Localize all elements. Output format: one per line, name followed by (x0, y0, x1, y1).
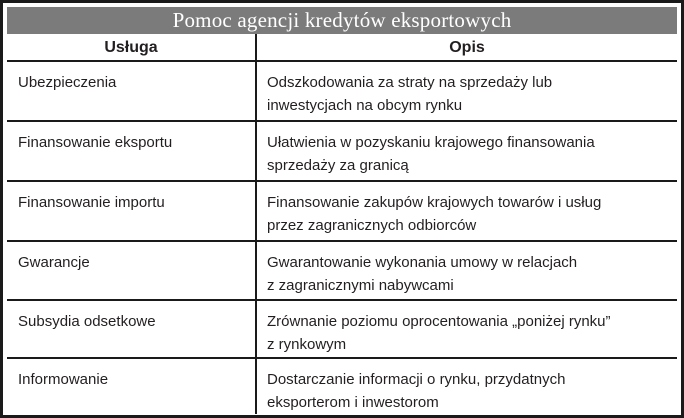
service-label: Finansowanie eksportu (18, 134, 173, 151)
service-label: Finansowanie importu (18, 194, 165, 211)
service-cell (7, 182, 257, 240)
table-row-finansowanie-eksportu (7, 122, 677, 182)
table-title-bar (7, 7, 677, 34)
description-cell (257, 62, 677, 120)
description-line: z zagranicznymi nabywcami (267, 277, 454, 294)
service-cell (7, 359, 257, 414)
description-line: sprzedaży za granicą (267, 157, 409, 174)
service-label: Informowanie (18, 371, 109, 388)
service-cell (7, 242, 257, 299)
description-cell (257, 182, 677, 240)
service-cell (7, 301, 257, 357)
description-line: eksporterom i inwestorom (267, 394, 439, 411)
description-line: Dostarczanie informacji o rynku, przydatnych (267, 371, 566, 388)
service-label: Gwarancje (18, 254, 90, 271)
service-cell (7, 62, 257, 120)
description-line: Zrównanie poziomu oprocentowania „poniżej rynku” (267, 313, 611, 330)
description-line: Ułatwienia w pozyskaniu krajowego finansowania (267, 134, 595, 151)
column-header-opis (257, 34, 677, 60)
description-line: z rynkowym (267, 336, 347, 353)
table-title: Pomoc agencji kredytów eksportowych (172, 8, 512, 32)
column-header-usluga (7, 34, 257, 60)
description-line: przez zagranicznych odbiorców (267, 217, 477, 234)
description-cell (257, 359, 677, 414)
description-cell (257, 301, 677, 357)
table-row-informowanie (7, 359, 677, 414)
table-header-row (7, 34, 677, 62)
column-header-usluga-label: Usługa (104, 39, 158, 56)
table-row-gwarancje (7, 242, 677, 301)
description-line: Finansowanie zakupów krajowych towarów i usług (267, 194, 602, 211)
column-header-opis-label: Opis (449, 39, 485, 56)
table-row-finansowanie-importu (7, 182, 677, 242)
description-cell (257, 122, 677, 180)
service-label: Subsydia odsetkowe (18, 313, 156, 330)
service-label: Ubezpieczenia (18, 74, 117, 91)
description-cell (257, 242, 677, 299)
description-line: Odszkodowania za straty na sprzedaży lub (267, 74, 553, 91)
service-cell (7, 122, 257, 180)
table-row-ubezpieczenia (7, 62, 677, 122)
table-row-subsydia-odsetkowe (7, 301, 677, 359)
description-line: inwestycjach na obcym rynku (267, 97, 463, 114)
description-line: Gwarantowanie wykonania umowy w relacjach (267, 254, 578, 271)
